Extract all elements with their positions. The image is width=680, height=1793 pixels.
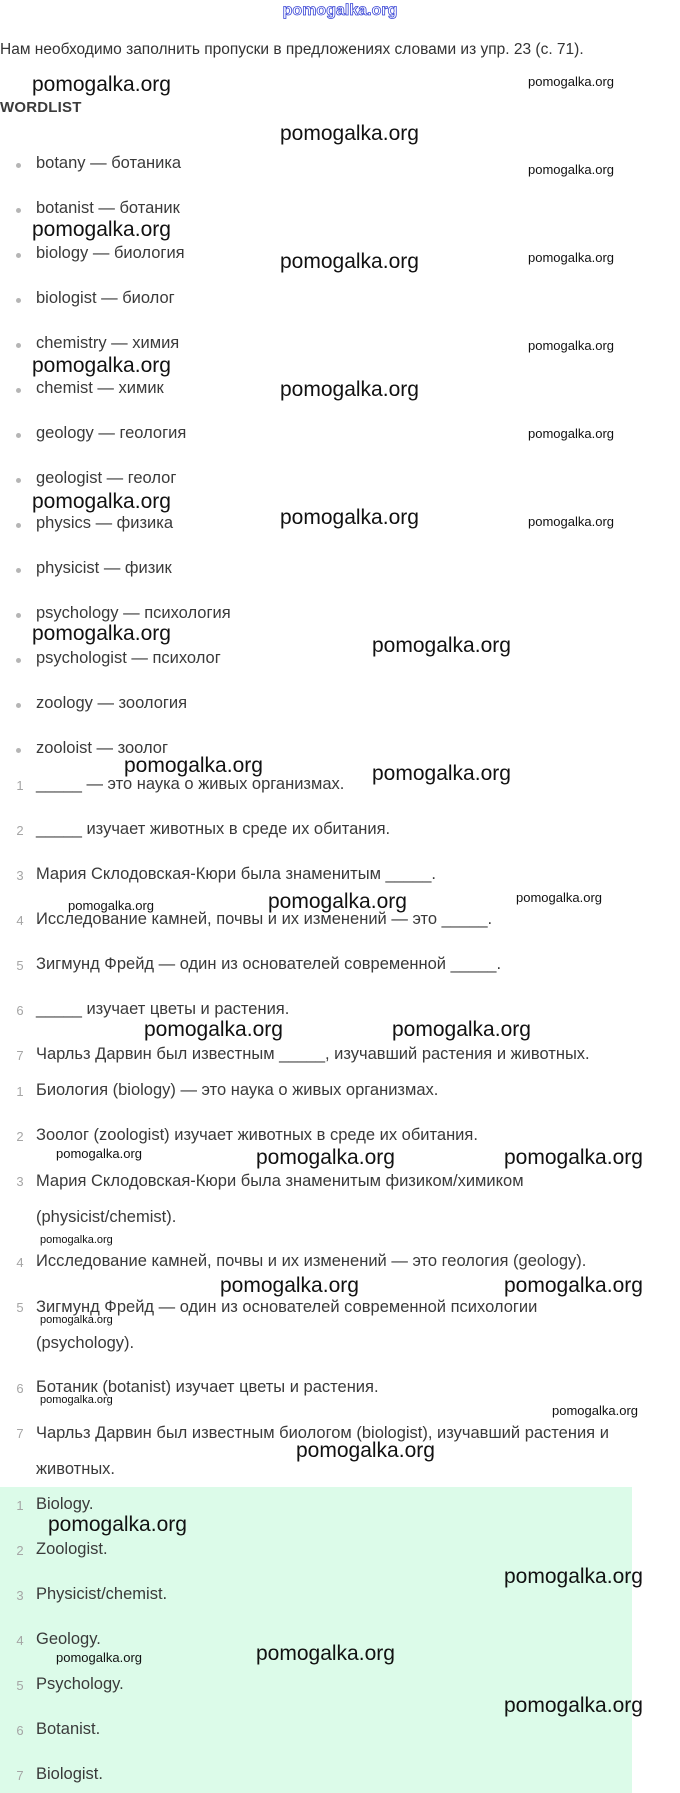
watermark: pomogalka.org [528,514,614,529]
task-number: 1 [16,778,24,793]
wordlist-item: zooloist — зоолог [36,739,168,757]
watermark: pomogalka.org [32,73,171,96]
watermark: pomogalka.org [528,426,614,441]
watermark: pomogalka.org [268,890,407,913]
watermark: pomogalka.org [280,122,419,145]
task-item: _____ изучает цветы и растения. [36,1000,290,1018]
watermark: pomogalka.org [504,1274,643,1297]
bullet-icon [16,343,21,348]
translation-item: Исследование камней, почвы и их изменений — это геология (geology). [36,1252,587,1270]
watermark: pomogalka.org [296,1439,435,1462]
translation-item: Мария Склодовская-Кюри была знаменитым физиком/химиком (physicist/chemist). [36,1172,524,1226]
watermark: pomogalka.org [280,250,419,273]
task-item: _____ изучает животных в среде их обитания. [36,820,391,838]
watermark: pomogalka.org [516,890,602,905]
answer-number: 1 [16,1498,24,1513]
wordlist-item: biologist — биолог [36,289,175,307]
watermark: pomogalka.org [372,634,511,657]
watermark: pomogalka.org [528,74,614,89]
watermark: pomogalka.org [504,1146,643,1169]
intro-text: Нам необходимо заполнить пропуски в предложениях словами из упр. 23 (с. 71). [0,41,584,58]
watermark: pomogalka.org [32,354,171,377]
watermark: pomogalka.org [528,250,614,265]
watermark: pomogalka.org [504,1694,643,1717]
watermark: pomogalka.org [32,622,171,645]
watermark: pomogalka.org [280,378,419,401]
bullet-icon [16,298,21,303]
watermark: pomogalka.org [504,1565,643,1588]
translation-number: 2 [16,1129,24,1144]
answer-number: 2 [16,1543,24,1558]
watermark: pomogalka.org [124,754,263,777]
answer-number: 7 [16,1768,24,1783]
wordlist-item: psychologist — психолог [36,649,221,667]
task-item: _____ — это наука о живых организмах. [36,775,345,793]
task-number: 5 [16,958,24,973]
task-item: Зигмунд Фрейд — один из основателей современной _____. [36,955,502,973]
watermark: pomogalka.org [56,1650,142,1665]
bullet-icon [16,478,21,483]
translation-item: Зоолог (zoologist) изучает животных в среде их обитания. [36,1126,478,1144]
watermark: pomogalka.org [256,1146,395,1169]
wordlist-item: botany — ботаника [36,154,182,172]
bullet-icon [16,433,21,438]
translation-item: Зигмунд Фрейд — один из основателей современной психологии (psychology). [36,1298,538,1352]
answer-item: Botanist. [36,1720,101,1738]
translation-item: Биология (biology) — это наука о живых организмах. [36,1081,439,1099]
bullet-icon [16,208,21,213]
task-item: Исследование камней, почвы и их изменений — это _____. [36,910,493,928]
answer-number: 4 [16,1633,24,1648]
translation-item: Чарльз Дарвин был известным биологом (biologist), изучавший растения и животных. [36,1424,609,1478]
watermark: pomogalka.org [56,1146,142,1161]
wordlist-item: botanist — ботаник [36,199,180,217]
translation-item: Ботаник (botanist) изучает цветы и растения. [36,1378,379,1396]
task-number: 2 [16,823,24,838]
watermark: pomogalka.org [392,1018,531,1041]
answer-item: Psychology. [36,1675,124,1693]
watermark: pomogalka.org [40,1314,113,1326]
bullet-icon [16,703,21,708]
bullet-icon [16,253,21,258]
task-item: Чарльз Дарвин был известным _____, изучавший растения и животных. [36,1045,590,1063]
answer-number: 6 [16,1723,24,1738]
wordlist-item: physics — физика [36,514,174,532]
watermark: pomogalka.org [528,162,614,177]
bullet-icon [16,163,21,168]
task-number: 6 [16,1003,24,1018]
watermark: pomogalka.org [40,1394,113,1406]
watermark: pomogalka.org [280,506,419,529]
watermark: pomogalka.org [48,1513,187,1536]
bullet-icon [16,523,21,528]
wordlist-item: geology — геология [36,424,187,442]
answer-item: Biologist. [36,1765,103,1783]
bullet-icon [16,748,21,753]
watermark: pomogalka.org [32,490,171,513]
translation-number: 5 [16,1300,24,1315]
wordlist-item: biology — биология [36,244,185,262]
watermark: pomogalka.org [68,898,154,913]
answer-item: Biology. [36,1495,94,1513]
watermark: pomogalka.org [528,338,614,353]
task-number: 7 [16,1048,24,1063]
wordlist-item: chemist — химик [36,379,164,397]
wordlist-item: chemistry — химия [36,334,180,352]
answer-item: Zoologist. [36,1540,108,1558]
watermark: pomogalka.org [32,218,171,241]
translation-number: 1 [16,1084,24,1099]
wordlist-item: geologist — геолог [36,469,177,487]
task-number: 3 [16,868,24,883]
wordlist-title: WORDLIST [0,99,82,116]
translation-number: 6 [16,1381,24,1396]
translation-number: 3 [16,1174,24,1189]
watermark: pomogalka.org [552,1403,638,1418]
task-item: Мария Склодовская-Кюри была знаменитым _____. [36,865,436,883]
watermark: pomogalka.org [144,1018,283,1041]
bullet-icon [16,388,21,393]
watermark: pomogalka.org [40,1234,113,1246]
answer-number: 5 [16,1678,24,1693]
wordlist-item: physicist — физик [36,559,172,577]
translation-number: 4 [16,1255,24,1270]
task-number: 4 [16,913,24,928]
top-watermark: pomogalka.org [282,2,398,19]
answer-number: 3 [16,1588,24,1603]
answer-item: Physicist/chemist. [36,1585,168,1603]
answer-item: Geology. [36,1630,101,1648]
watermark: pomogalka.org [220,1274,359,1297]
wordlist-item: zoology — зоология [36,694,188,712]
watermark: pomogalka.org [256,1642,395,1665]
wordlist-item: psychology — психология [36,604,231,622]
translation-number: 7 [16,1426,24,1441]
bullet-icon [16,568,21,573]
bullet-icon [16,613,21,618]
watermark: pomogalka.org [372,762,511,785]
bullet-icon [16,658,21,663]
